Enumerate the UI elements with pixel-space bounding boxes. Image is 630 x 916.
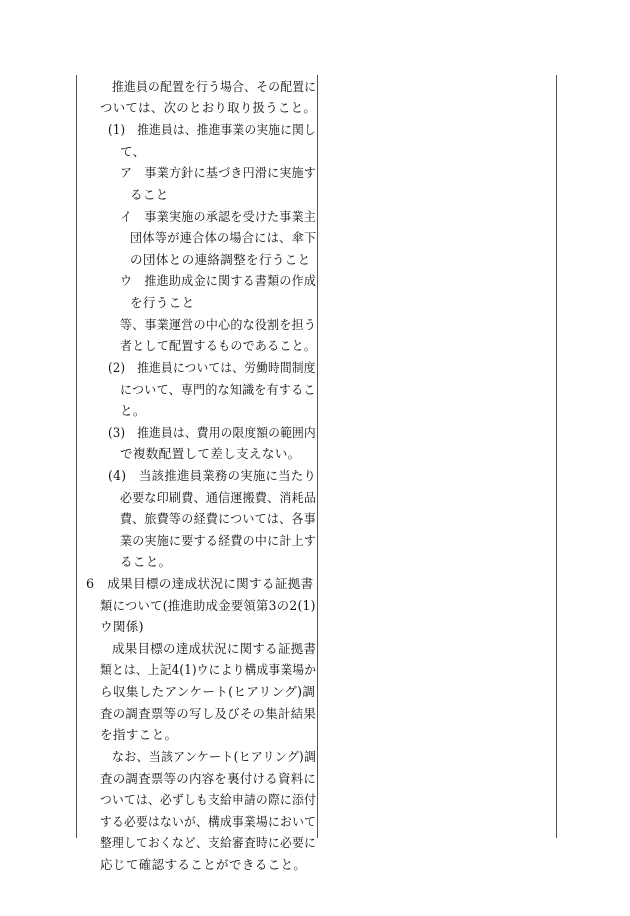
text-line: (2) 推進員については、労働時間制度 — [108, 360, 316, 375]
text-line: する必要はないが、構成事業場において — [100, 814, 317, 829]
text-line: で複数配置して差し支えない。 — [120, 446, 301, 461]
text-line: 査の調査票等の写し及びその集計結果 — [100, 706, 317, 721]
text-line: 応じて確認することができること。 — [100, 857, 307, 872]
text-line: について、専門的な知識を有するこ — [120, 382, 316, 397]
text-line: (3) 推進員は、費用の限度額の範囲内 — [108, 425, 316, 440]
text-line: て、 — [120, 144, 146, 159]
text-line: を行うこと — [130, 295, 195, 310]
text-line: ついては、必ずしも支給申請の際に添付 — [100, 792, 317, 807]
text-line: 推進員の配置を行う場合、その配置に — [112, 79, 317, 94]
text-line: 査の調査票等の内容を裏付ける資料に — [100, 771, 317, 786]
text-line: を指すこと。 — [100, 727, 178, 742]
table-right-border — [556, 75, 557, 838]
text-line: 費、旅費等の経費については、各事 — [120, 511, 316, 526]
text-line: (1) 推進員は、推進事業の実施に関し — [108, 122, 316, 137]
text-line: ること。 — [120, 554, 172, 569]
text-line: と。 — [120, 403, 146, 418]
text-line: 類とは、上記4(1)ウにより構成事業場か — [100, 662, 317, 677]
text-line: 整理しておくなど、支給審査時に必要に — [100, 835, 317, 850]
text-line: ウ 推進助成金に関する書類の作成 — [120, 273, 317, 288]
text-line: 成果目標の達成状況に関する証拠書 — [112, 641, 317, 656]
text-line: (4) 当該推進員業務の実施に当たり — [108, 468, 317, 483]
text-line: 団体等が連合体の場合には、傘下 — [130, 230, 317, 245]
table-left-border — [76, 75, 77, 838]
text-line: 者として配置するものであること。 — [120, 338, 317, 353]
section-heading: ウ関係) — [100, 619, 144, 634]
text-line: 業の実施に要する経費の中に計上す — [120, 533, 317, 548]
text-line: なお、当該アンケート(ヒアリング)調 — [112, 749, 317, 764]
section-heading: 類について(推進助成金要領第3の2(1) — [100, 598, 316, 613]
text-line: 必要な印刷費、通信運搬費、消耗品 — [120, 490, 317, 505]
text-line: 等、事業運営の中心的な役割を担う — [120, 317, 317, 332]
text-line: ること — [130, 187, 169, 202]
text-line: ついては、次のとおり取り扱うこと。 — [100, 100, 317, 115]
table-column-divider — [317, 75, 318, 838]
text-line: ら収集したアンケート(ヒアリング)調 — [100, 684, 316, 699]
text-line: イ 事業実施の承認を受けた事業主 — [120, 209, 317, 224]
section-heading: 6 成果目標の達成状況に関する証拠書 — [86, 576, 314, 591]
text-line: の団体との連絡調整を行うこと — [130, 252, 311, 267]
text-line: ア 事業方針に基づき円滑に実施す — [120, 165, 317, 180]
